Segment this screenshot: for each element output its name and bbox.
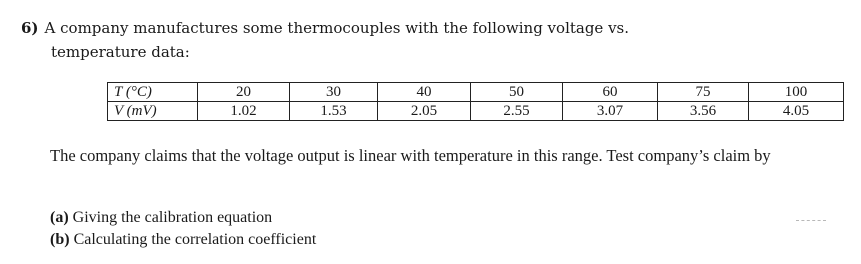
table-cell: 4.05: [749, 102, 844, 121]
table-cell: 3.56: [658, 102, 749, 121]
part-b: [50, 229, 316, 251]
table-cell: 30: [290, 83, 378, 102]
part-a: [50, 207, 316, 229]
part-b-text: Calculating the correlation coefficient: [73, 231, 317, 248]
table-cell: 2.05: [378, 102, 471, 121]
question-number: 6): [21, 19, 39, 37]
part-b-tag: (b): [50, 231, 70, 248]
faint-dash-mark: [796, 220, 826, 222]
table-cell: 60: [563, 83, 658, 102]
question-text-line1: A company manufactures some thermocouples with the following voltage vs.: [44, 19, 630, 37]
question-text-line2: temperature data:: [51, 43, 190, 61]
table-row-voltage: [108, 102, 844, 121]
table-cell: 75: [658, 83, 749, 102]
table-cell: 3.07: [563, 102, 658, 121]
question-parts: [50, 207, 316, 251]
part-a-text: Giving the calibration equation: [72, 209, 273, 226]
table-cell: 1.02: [198, 102, 290, 121]
part-a-tag: (a): [50, 209, 69, 226]
table-cell: 40: [378, 83, 471, 102]
table-cell: 1.53: [290, 102, 378, 121]
claim-text: The company claims that the voltage output is linear with temperature in this range. Test company’s claim by: [50, 146, 771, 165]
table-cell: 100: [749, 83, 844, 102]
question-header: [21, 16, 741, 64]
row-header-voltage: V (mV): [108, 102, 198, 121]
row-header-temperature: T (°C): [108, 83, 198, 102]
table-row-temperature: [108, 83, 844, 102]
table-cell: 2.55: [471, 102, 563, 121]
data-table: [107, 82, 844, 121]
table-cell: 20: [198, 83, 290, 102]
table-cell: 50: [471, 83, 563, 102]
